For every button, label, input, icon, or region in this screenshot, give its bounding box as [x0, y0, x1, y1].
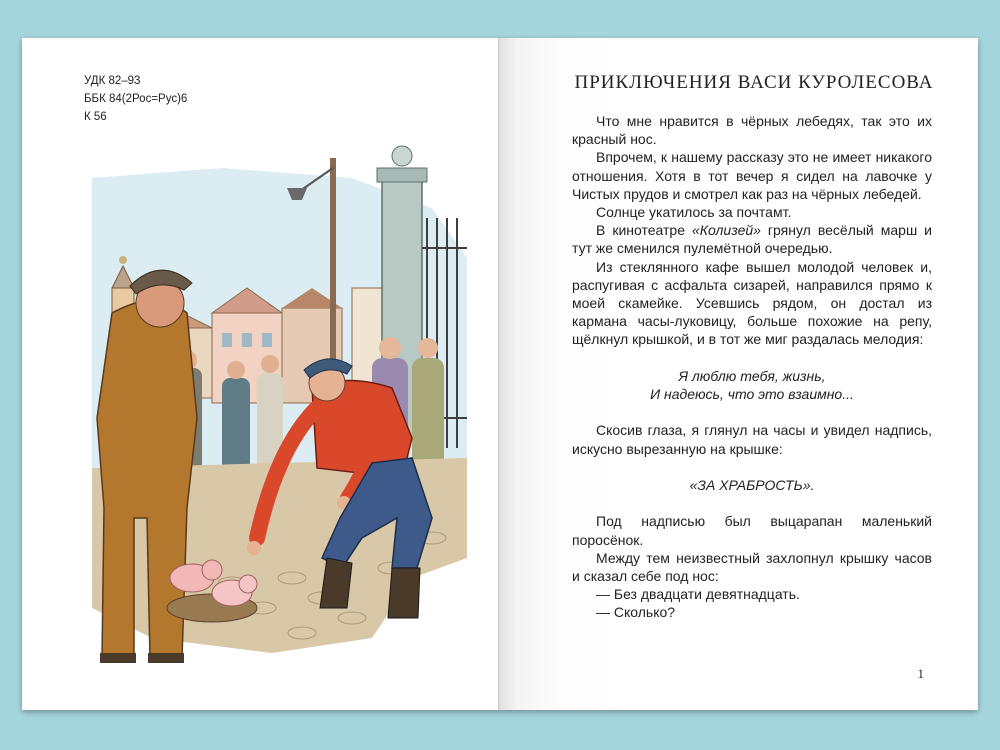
paragraph [572, 221, 932, 257]
chapter-title: ПРИКЛЮЧЕНИЯ ВАСИ КУРОЛЕСОВА [574, 72, 934, 93]
spacer [572, 403, 932, 421]
spacer [572, 349, 932, 367]
paragraph: Солнце укатилось за почтамт. [596, 204, 792, 221]
paragraph: Впрочем, к нашему рассказу это не имеет никакого отношения. Хотя в тот вечер я сидел на лавочке у Чистых прудов и смотрел как раз на чёрных лебедей. [572, 149, 932, 202]
right-page [500, 38, 978, 710]
watch-inscription: «ЗА ХРАБРОСТЬ». [689, 477, 815, 494]
paragraph-text: грянул весёлый марш и тут же сменился пулемётной очередью. [572, 222, 933, 257]
catalog-codes [84, 72, 187, 126]
paragraph: — Сколько? [596, 604, 676, 621]
paragraph: Что мне нравится в чёрных лебедях, так это их красный нос. [572, 113, 932, 148]
left-page [22, 38, 500, 710]
book-spread [22, 38, 978, 710]
paragraph: Из стеклянного кафе вышел молодой человек и, распугивая с асфальта сизарей, направился прямо к моей скамейке. Усевшись рядом, он достал из кармана часы-луковицу, больше похожие на репу, щёлкнул крышкой, и в тот же миг раздалась мелодия: [572, 258, 932, 348]
paragraph: Между тем неизвестный захлопнул крышку часов и сказал себе под нос: [572, 549, 932, 585]
spacer [572, 494, 932, 512]
story-text [572, 112, 932, 622]
poem-line: И надеюсь, что это взаимно... [650, 386, 854, 403]
street-scene-illustration [72, 138, 472, 668]
paragraph: Под надписью был выцарапан маленький поросёнок. [572, 513, 932, 548]
spacer [572, 458, 932, 476]
poem-line: Я люблю тебя, жизнь, [678, 367, 826, 384]
page-number: 1 [917, 666, 924, 681]
author-mark: К 56 [84, 111, 107, 123]
paragraph: — Без двадцати девятнадцать. [596, 586, 800, 603]
paragraph: Скосив глаза, я глянул на часы и увидел надпись, искусно вырезанную на крышке: [572, 422, 932, 457]
bbk-code: ББК 84(2Рос=Рус)6 [84, 93, 188, 105]
paragraph-text: В кинотеатре [596, 222, 693, 239]
udk-code: УДК 82–93 [84, 75, 141, 87]
cinema-name: «Колизей» [692, 222, 761, 239]
